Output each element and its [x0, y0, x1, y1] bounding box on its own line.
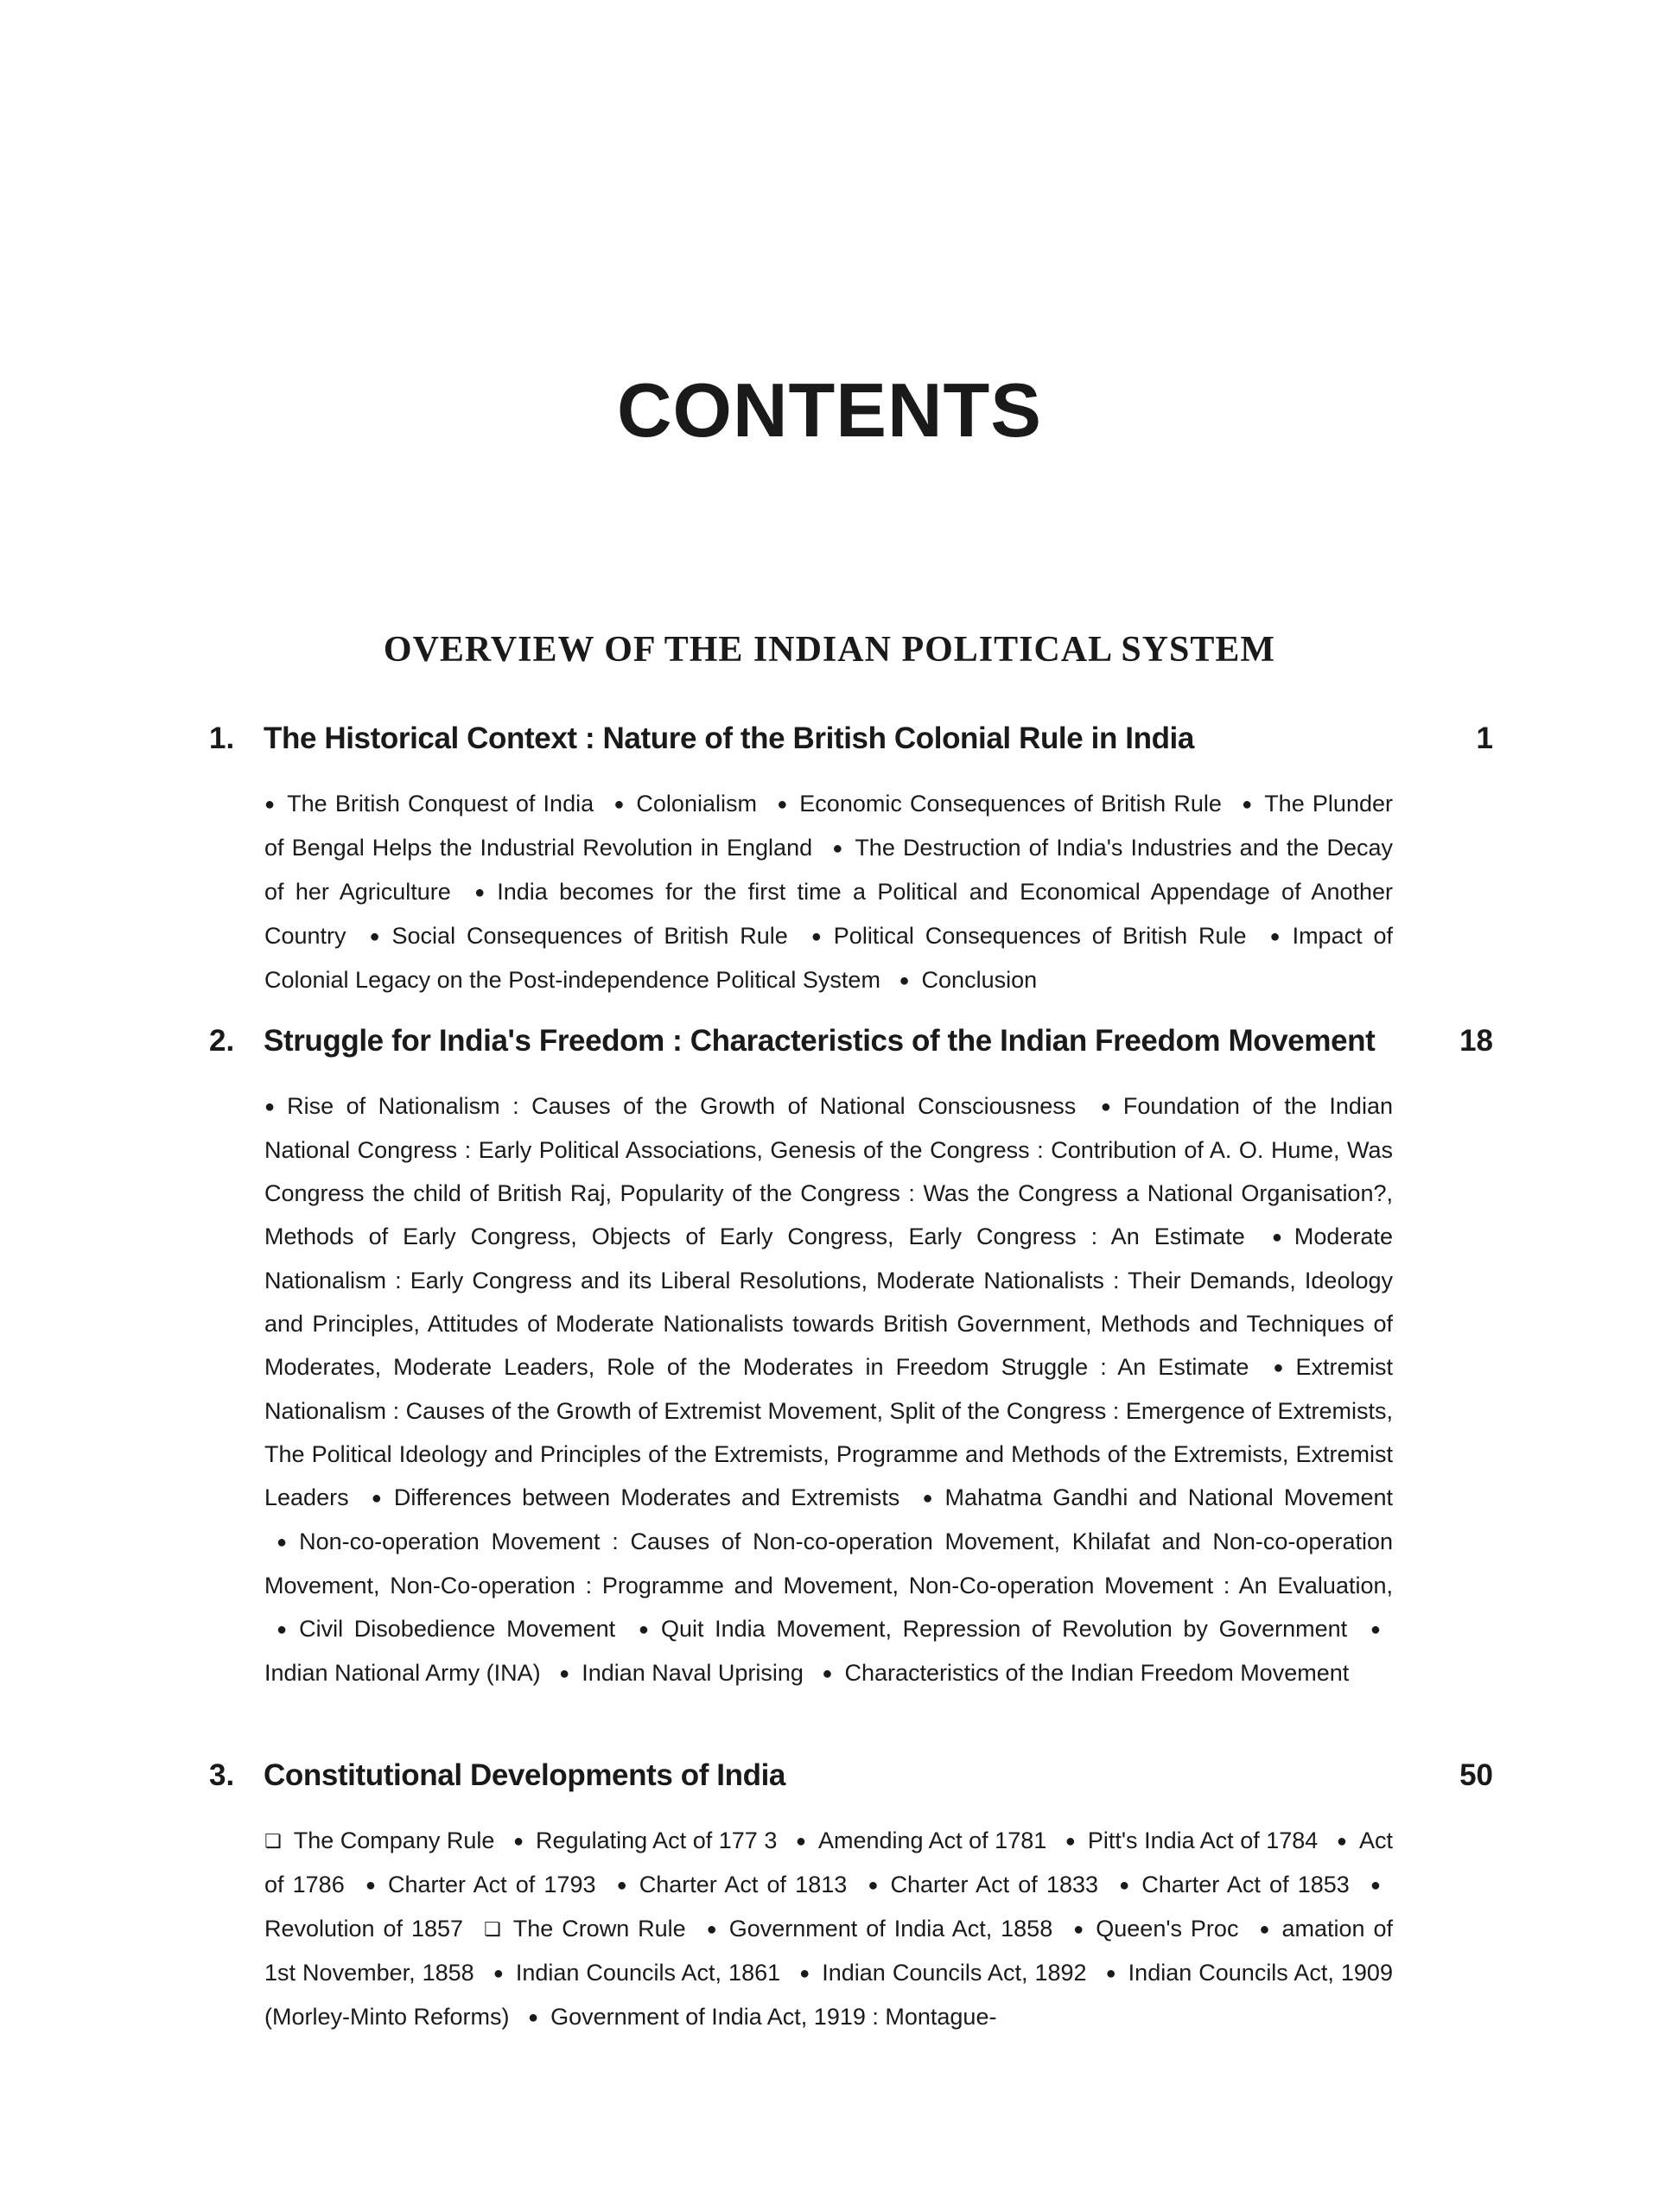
topic-item: Extremist Nationalism : Causes of the Growth of Extremist Movement, Split of the Congress : Emergence of Extremists, The Political Ideology and Principles of the Extremists, Programme and Methods of the Extremists, Extremist Leaders — [264, 1354, 1393, 1510]
bullet-icon: ● — [616, 1876, 627, 1895]
topic-item: Indian Councils Act, 1861 — [515, 1960, 781, 1986]
bullet-icon: ● — [1370, 1620, 1381, 1639]
chapter-number: 3. — [209, 1758, 235, 1792]
topic-item: Differences between Moderates and Extremists — [393, 1484, 900, 1510]
chapter-title[interactable]: The Historical Context : Nature of the British Colonial Rule in India — [264, 721, 1194, 755]
bullet-icon: ● — [276, 1620, 288, 1639]
bullet-icon: ● — [706, 1920, 717, 1939]
chapter-number: 2. — [209, 1024, 235, 1058]
bullet-icon: ● — [1100, 1097, 1111, 1116]
bullet-icon: ● — [369, 927, 380, 946]
chapter-title[interactable]: Constitutional Developments of India — [264, 1758, 785, 1792]
chapter-entry — [0, 1015, 1659, 1686]
topic-item: Economic Consequences of British Rule — [799, 791, 1222, 817]
topic-item: Charter Act of 1833 — [890, 1872, 1099, 1897]
bullet-icon: ● — [1119, 1876, 1130, 1895]
bullet-icon: ● — [1269, 927, 1281, 946]
topic-item: Rise of Nationalism : Causes of the Growth of National Consciousness — [287, 1093, 1077, 1119]
square-bullet-icon: ❏ — [264, 1830, 282, 1852]
bullet-icon: ● — [899, 971, 910, 990]
topic-item: India becomes for the first time a Political and Economical Appendage of Another Country — [264, 879, 1393, 949]
bullet-icon: ● — [1370, 1876, 1382, 1895]
topic-item: Government of India Act, 1858 — [728, 1916, 1053, 1942]
topic-item: Political Consequences of British Rule — [833, 923, 1247, 949]
bullet-icon: ● — [276, 1533, 288, 1552]
topic-item: The British Conquest of India — [287, 791, 594, 817]
topic-item: Non-co-operation Movement : Causes of Non-co-operation Movement, Khilafat and Non-co-operation Movement, Non-Co-operation : Programme and Movement, Non-Co-operation Movement : An Evaluation, — [264, 1529, 1393, 1599]
bullet-icon: ● — [777, 795, 788, 814]
topic-item: Conclusion — [921, 967, 1038, 993]
topic-item: Amending Act of 1781 — [817, 1827, 1047, 1853]
topic-item: The Plunder of Bengal Helps the Industrial Revolution in England — [264, 791, 1393, 861]
square-bullet-icon: ❏ — [484, 1918, 501, 1940]
bullet-icon: ● — [638, 1620, 649, 1639]
chapter-entry — [0, 1750, 1659, 2030]
chapter-page-number[interactable]: 50 — [1459, 1758, 1493, 1792]
topic-item: Charter Act of 1853 — [1141, 1872, 1350, 1897]
topic-item: Revolution of 1857 — [264, 1916, 464, 1942]
bullet-icon: ● — [1242, 795, 1253, 814]
bullet-icon: ● — [528, 2008, 539, 2027]
topic-item: Quit India Movement, Repression of Revolution by Government — [660, 1616, 1348, 1642]
topic-item: The Company Rule — [293, 1827, 495, 1853]
chapter-topics — [264, 1819, 1393, 2039]
bullet-icon: ● — [868, 1876, 879, 1895]
topic-item: Social Consequences of British Rule — [391, 923, 788, 949]
chapter-title[interactable]: Struggle for India's Freedom : Characteristics of the Indian Freedom Movement — [264, 1024, 1376, 1058]
topic-item: Indian Councils Act, 1909 (Morley-Minto Reforms) — [264, 1960, 1393, 2030]
topic-item: Foundation of the Indian National Congress : Early Political Associations, Genesis of the Congress : Contribution of A. O. Hume, Was Congress the child of British Raj, Popularity of the Congress : Was the Congress a National Organisation?, Methods of Early Congress, Objects of Early Congress, Early Congress : An Estimate — [264, 1093, 1393, 1249]
topic-item: The Crown Rule — [512, 1916, 686, 1942]
part-title: OVERVIEW OF THE INDIAN POLITICAL SYSTEM — [383, 630, 1276, 670]
chapter-page-number[interactable]: 18 — [1459, 1024, 1493, 1058]
bullet-icon: ● — [1336, 1832, 1347, 1851]
bullet-icon: ● — [810, 927, 822, 946]
topic-item: Moderate Nationalism : Early Congress and its Liberal Resolutions, Moderate Nationalists : Their Demands, Ideology and Principles, Attitudes of Moderate Nationalists towards British Government, Methods and Techniques of Moderates, Moderate Leaders, Role of the Moderates in Freedom Struggle : An Estimate — [264, 1224, 1393, 1380]
topic-item: Regulating Act of 177 3 — [536, 1827, 778, 1853]
topic-item: Indian Councils Act, 1892 — [822, 1960, 1087, 1986]
topic-item: Characteristics of the Indian Freedom Movement — [844, 1660, 1350, 1686]
bullet-icon: ● — [474, 883, 486, 902]
topic-item: Pitt's India Act of 1784 — [1087, 1827, 1319, 1853]
bullet-icon: ● — [613, 795, 625, 814]
topic-item: Charter Act of 1813 — [639, 1872, 848, 1897]
bullet-icon: ● — [365, 1876, 376, 1895]
chapter-topics — [264, 1084, 1393, 1695]
bullet-icon: ● — [559, 1664, 570, 1683]
bullet-icon: ● — [795, 1832, 806, 1851]
topic-item: Impact of Colonial Legacy on the Post-independence Political System — [264, 923, 1393, 993]
bullet-icon: ● — [1259, 1920, 1270, 1939]
bullet-icon: ● — [922, 1489, 933, 1508]
bullet-icon: ● — [822, 1664, 833, 1683]
bullet-icon: ● — [1271, 1228, 1282, 1247]
topic-item: Indian National Army (INA) — [264, 1660, 541, 1686]
page-title: CONTENTS — [617, 367, 1042, 453]
topic-item: Colonialism — [636, 791, 757, 817]
bullet-icon: ● — [264, 1097, 276, 1116]
topic-item: The Destruction of India's Industries and the Decay of her Agriculture — [264, 835, 1393, 905]
chapter-entry — [0, 713, 1659, 993]
bullet-icon: ● — [1065, 1832, 1076, 1851]
bullet-icon: ● — [493, 1964, 504, 1983]
topic-item: Indian Naval Uprising — [582, 1660, 804, 1686]
topic-item: Mahatma Gandhi and National Movement — [944, 1484, 1393, 1510]
topic-item: Government of India Act, 1919 : Montague- — [550, 2004, 997, 2030]
bullet-icon: ● — [1073, 1920, 1084, 1939]
bullet-icon: ● — [512, 1832, 524, 1851]
bullet-icon: ● — [832, 839, 843, 858]
topic-item: Queen's Proc — [1096, 1916, 1239, 1942]
bullet-icon: ● — [1105, 1964, 1116, 1983]
topic-item: Civil Disobedience Movement — [299, 1616, 616, 1642]
topic-item: Act of 1786 — [264, 1827, 1393, 1897]
topic-item: Charter Act of 1793 — [387, 1872, 596, 1897]
bullet-icon: ● — [1273, 1358, 1284, 1377]
chapter-topics — [264, 782, 1393, 1002]
chapter-page-number[interactable]: 1 — [1476, 721, 1493, 755]
bullet-icon: ● — [799, 1964, 810, 1983]
bullet-icon: ● — [371, 1489, 382, 1508]
bullet-icon: ● — [264, 795, 276, 814]
chapter-number: 1. — [209, 721, 235, 755]
topic-item: amation of 1st November, 1858 — [264, 1916, 1394, 1986]
